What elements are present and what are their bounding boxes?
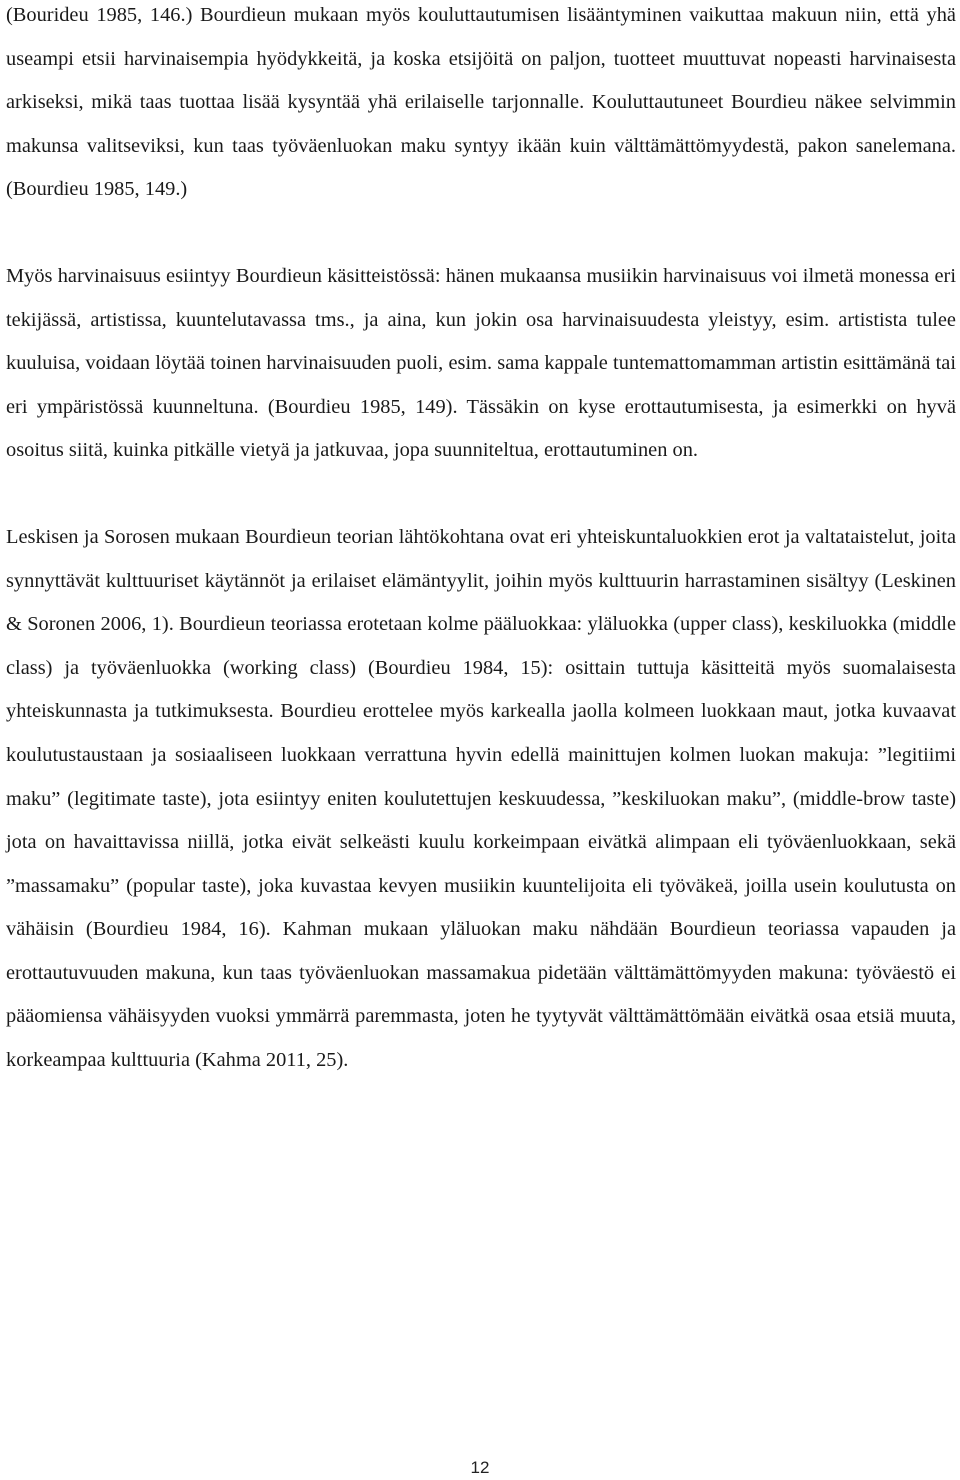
page-number: 12 [470,1458,490,1477]
body-paragraph-1: (Bourideu 1985, 146.) Bourdieun mukaan myös kouluttautumisen lisääntyminen vaikuttaa makuun niin, että yhä useampi etsii harvinaisempia hyödykkeitä, ja koska etsijöitä on paljon, tuotteet muuttuvat nopeasti harvinaisesta arkiseksi, mikä taas tuottaa lisää kysyntää yhä erilaiselle tarjonnalle. Kouluttautuneet Bourdieu näkee selvimmin makunsa valitseviksi, kun taas työväenluokan maku syntyy ikään kuin välttämättömyydestä, pakon sanelemana. (Bourdieu 1985, 149.) [6,4,956,201]
body-paragraph-2: Myös harvinaisuus esiintyy Bourdieun käsitteistössä: hänen mukaansa musiikin harvinaisuus voi ilmetä monessa eri tekijässä, artistissa, kuuntelutavassa tms., ja aina, kun jokin osa harvinaisuudesta yleistyy, esim. artistista tulee kuuluisa, voidaan löytää toinen harvinaisuuden puoli, esim. sama kappale tuntemattomamman artistin esittämänä tai eri ympäristössä kuunneltuna. (Bourdieu 1985, 149). Tässäkin on kyse erottautumisesta, ja esimerkki on hyvä osoitus siitä, kuinka pitkälle vietyä ja jatkuvaa, jopa suunniteltua, erottautuminen on. [6,264,956,462]
document-page [6,0,956,1083]
body-paragraph-3: Leskisen ja Sorosen mukaan Bourdieun teorian lähtökohtana ovat eri yhteiskuntaluokkien erot ja valtataistelut, joita synnyttävät kulttuuriset käytännöt ja erilaiset elämäntyylit, joihin myös kulttuurin harrastaminen sisältyy (Leskinen & Soronen 2006, 1). Bourdieun teoriassa erotetaan kolme pääluokkaa: yläluokka (upper class), keskiluokka (middle class) ja työväenluokka (working class) (Bourdieu 1984, 15): osittain tuttuja käsitteitä myös suomalaisesta yhteiskunnasta ja tutkimuksesta. Bourdieu erottelee myös karkealla jaolla kolmeen luokkaan maut, jotka kuvaavat koulutustaustaan ja sosiaaliseen luokkaan verrattuna hyvin edellä mainittujen kolmen luokan makuja: ”legitiimi maku” (legitimate taste), jota esiintyy eniten koulutettujen keskuudessa, ”keskiluokan maku”, (middle-brow taste) jota on havaittavissa niillä, jotka eivät selkeästi kuulu korkeimpaan eivätkä alimpaan eli työväenluokkaan, sekä ”massamaku” (popular taste), joka kuvastaa kevyen musiikin kuuntelijoita eli työväkeä, joilla usein koulutusta on vähäisin (Bourdieu 1984, 16). Kahman mukaan yläluokan maku nähdään Bourdieun teoriassa vapauden ja erottautuvuuden makuna, kun taas työväenluokan massamakua pidetään välttämättömyyden makuna: työväestö ei pääomiensa vähäisyyden vuoksi ymmärrä paremmasta, joten he tyytyvät välttämättömään eivätkä osaa etsiä muuta, korkeampaa kulttuuria (Kahma 2011, 25). [6,525,956,1072]
